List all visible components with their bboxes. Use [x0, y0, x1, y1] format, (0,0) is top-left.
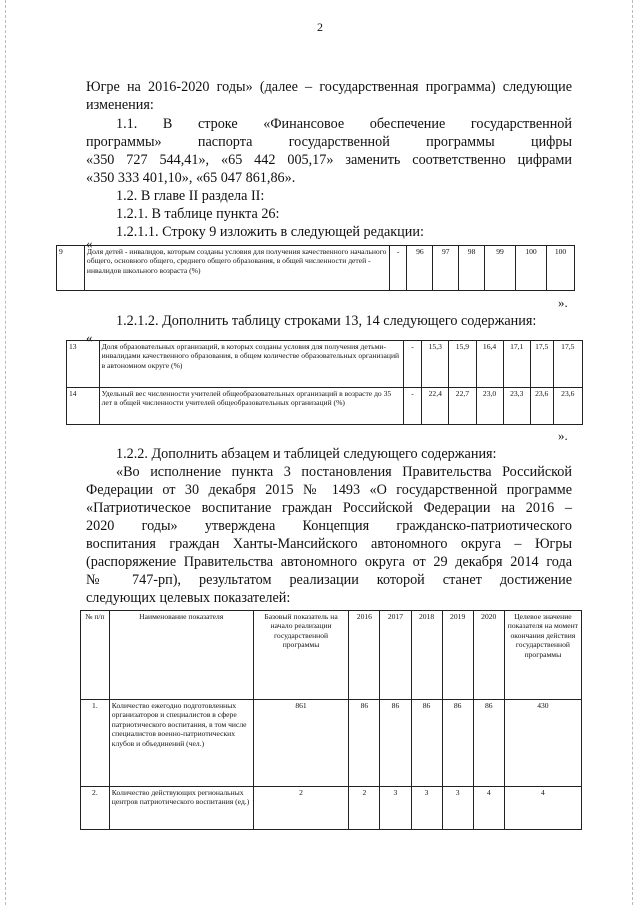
row1-2017: 86	[380, 700, 411, 787]
row9-v6: 100	[547, 246, 575, 291]
close-quote-2: ».	[558, 428, 568, 443]
row9-v1: 96	[407, 246, 433, 291]
page-number: 2	[317, 20, 323, 34]
row2-2019: 3	[442, 787, 473, 830]
row9-table	[56, 245, 575, 291]
p11-line-4: «350 333 401,10», «65 047 861,86».	[86, 170, 296, 186]
open-quote-1: «	[86, 236, 93, 251]
row14-v1: 22,4	[422, 388, 449, 425]
quote-para-line-5: воспитания граждан Ханты-Мансийского автономного округа – Югры	[86, 536, 572, 552]
row1-2018: 86	[411, 700, 442, 787]
row2-2020: 4	[473, 787, 504, 830]
intro-line-1: Югре на 2016-2020 годы» (далее – государственная программа) следующие	[86, 79, 572, 95]
col-header-num: № п/п	[81, 611, 110, 700]
table-row	[57, 246, 575, 291]
table-row	[67, 388, 583, 425]
row14-base: -	[403, 388, 421, 425]
intro-line-2: изменения:	[86, 97, 154, 113]
row13-v6: 17,5	[553, 341, 582, 388]
row13-base: -	[403, 341, 421, 388]
row9-num: 9	[57, 246, 85, 291]
table-row	[81, 700, 582, 787]
row13-v3: 16,4	[476, 341, 503, 388]
row14-num: 14	[67, 388, 100, 425]
quote-para-line-3: «Патриотическое воспитание граждан Российской Федерации на 2016 –	[86, 500, 572, 516]
row2-target: 4	[504, 787, 581, 830]
row14-v3: 23,0	[476, 388, 503, 425]
p11-line-2: программы» паспорта государственной программы цифры	[86, 134, 572, 150]
row9-v2: 97	[433, 246, 459, 291]
row13-v5: 17,5	[530, 341, 553, 388]
row13-num: 13	[67, 341, 100, 388]
open-quote-2: «	[86, 330, 93, 345]
p1212: 1.2.1.2. Дополнить таблицу строками 13, 14 следующего содержания:	[116, 313, 537, 329]
close-quote-1: ».	[558, 295, 568, 310]
row9-v5: 100	[516, 246, 547, 291]
p121: 1.2.1. В таблице пункта 26:	[116, 206, 280, 222]
scan-edge-left	[5, 0, 7, 905]
p1211: 1.2.1.1. Строку 9 изложить в следующей редакции:	[116, 224, 424, 240]
table-row	[81, 787, 582, 830]
quote-para-line-2: Федерации от 30 декабря 2015 № 1493 «О государственной программе	[86, 482, 572, 498]
col-header-2018: 2018	[411, 611, 442, 700]
quote-para-line-1: «Во исполнение пункта 3 постановления Правительства Российской	[116, 464, 572, 480]
row9-base: -	[389, 246, 407, 291]
row1-name: Количество ежегодно подготовленных организаторов и специалистов в сфере патриотического воспитания, в том числе специалистов военно-патриотических клубов и объединений (чел.)	[109, 700, 253, 787]
row2-2017: 3	[380, 787, 411, 830]
row1-num: 1.	[81, 700, 110, 787]
quote-para-line-6: (распоряжение Правительства автономного округа от 29 декабря 2014 года	[86, 554, 572, 570]
table-header-row	[81, 611, 582, 700]
scan-edge-right	[632, 0, 634, 905]
rows13-14-table	[66, 340, 583, 425]
p11-line-3: «350 727 544,41», «65 442 005,17» заменить соответственно цифрами	[86, 152, 572, 168]
row13-text: Доля образовательных организаций, в которых созданы условия для получения детьми-инвалидами качественного образования, в общем количестве образовательных организаций в автономном округе (%)	[99, 341, 403, 388]
row9-v3: 98	[459, 246, 485, 291]
col-header-base: Базовый показатель на начало реализации государственной программы	[253, 611, 349, 700]
col-header-2019: 2019	[442, 611, 473, 700]
col-header-name: Наименование показателя	[109, 611, 253, 700]
col-header-2020: 2020	[473, 611, 504, 700]
table-row	[67, 341, 583, 388]
row1-2016: 86	[349, 700, 380, 787]
row14-text: Удельный вес численности учителей общеобразовательных организаций в возрасте до 35 лет в общей численности учителей общеобразовательных организаций (%)	[99, 388, 403, 425]
row14-v4: 23,3	[503, 388, 530, 425]
row2-2016: 2	[349, 787, 380, 830]
row13-v4: 17,1	[503, 341, 530, 388]
row14-v2: 22,7	[449, 388, 476, 425]
row2-name: Количество действующих региональных центров патриотического воспитания (ед.)	[109, 787, 253, 830]
row1-2020: 86	[473, 700, 504, 787]
row2-num: 2.	[81, 787, 110, 830]
p122: 1.2.2. Дополнить абзацем и таблицей следующего содержания:	[116, 446, 497, 462]
quote-para-line-8: следующих целевых показателей:	[86, 590, 291, 606]
row1-target: 430	[504, 700, 581, 787]
row1-2019: 86	[442, 700, 473, 787]
row2-base: 2	[253, 787, 349, 830]
p11-line-1: 1.1. В строке «Финансовое обеспечение государственной	[116, 116, 572, 132]
row13-v1: 15,3	[422, 341, 449, 388]
row13-v2: 15,9	[449, 341, 476, 388]
row1-base: 861	[253, 700, 349, 787]
row9-text: Доля детей - инвалидов, которым созданы условия для получения качественного начального общего, основного общего, среднего общего образования, в общей численности детей - инвалидов школьного возраста (%)	[84, 246, 389, 291]
col-header-2016: 2016	[349, 611, 380, 700]
col-header-2017: 2017	[380, 611, 411, 700]
quote-para-line-4: 2020 годы» утверждена Концепция гражданско-патриотического	[86, 518, 572, 534]
p12: 1.2. В главе II раздела II:	[116, 188, 265, 204]
col-header-target: Целевое значение показателя на момент окончания действия государственной программы	[504, 611, 581, 700]
row2-2018: 3	[411, 787, 442, 830]
quote-para-line-7: № 747-рп), результатом реализации которой станет достижение	[86, 572, 572, 588]
row14-v6: 23,6	[553, 388, 582, 425]
row14-v5: 23,6	[530, 388, 553, 425]
row9-v4: 99	[485, 246, 516, 291]
targets-table	[80, 610, 582, 830]
